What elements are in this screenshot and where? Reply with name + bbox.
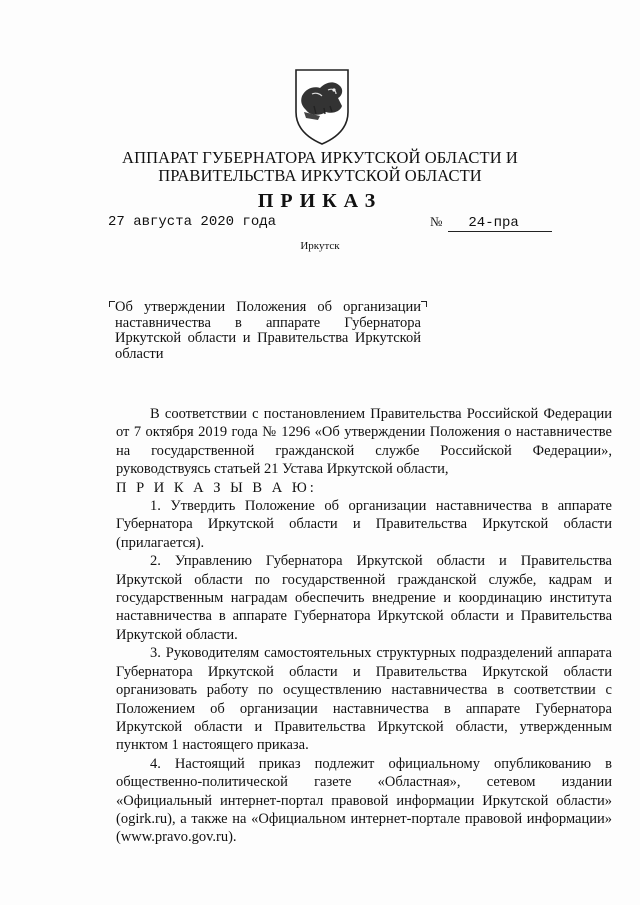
- document-date: 27 августа 2020 года: [108, 214, 277, 230]
- document-number: 24-пра: [448, 215, 552, 232]
- subject-text: Об утверждении Положения об организации наставничества в аппарате Губернатора Иркутской области и Правительства Иркутской области: [115, 299, 421, 362]
- order-word: П Р И К А З Ы В А Ю:: [116, 479, 317, 496]
- number-sign: №: [430, 214, 443, 229]
- document-subject: [115, 300, 421, 362]
- document-number-field: [430, 214, 552, 232]
- org-name-line-1: АППАРАТ ГУБЕРНАТОРА ИРКУТСКОЙ ОБЛАСТИ И: [122, 148, 518, 167]
- order-item-4: 4. Настоящий приказ подлежит официальному опубликованию в общественно-политической газете «Областная», сетевом издании «Официальный интернет-портал правовой информации Иркутской области» (ogirk.ru), а также на «Официальном интернет-портале правовой информации» (www.pravo.gov.ru).: [116, 755, 612, 846]
- preamble-paragraph: В соответствии с постановлением Правительства Российской Федерации от 7 октября 2019 года № 1296 «Об утверждении Положения о наставничестве на государственной гражданской службе Российской Федерации», руководствуясь статьей 21 Устава Иркутской области,: [116, 406, 612, 478]
- order-item-1: 1. Утвердить Положение об организации наставничества в аппарате Губернатора Иркутской области и Правительства Иркутской области (прилагается).: [116, 498, 612, 551]
- org-name-line-2: ПРАВИТЕЛЬСТВА ИРКУТСКОЙ ОБЛАСТИ: [158, 166, 482, 185]
- document-body: [116, 405, 612, 847]
- document-city: Иркутск: [300, 240, 340, 252]
- order-item-3: 3. Руководителям самостоятельных структурных подразделений аппарата Губернатора Иркутской области и Правительства Иркутской области организовать работу по осуществлению наставничества в соответствии с Положением об организации наставничества в аппарате Губернатора Иркутской области и Правительства Иркутской области, утвержденным пунктом 1 настоящего приказа.: [116, 645, 612, 754]
- irkutsk-coat-of-arms-icon: [290, 66, 354, 146]
- order-item-2: 2. Управлению Губернатора Иркутской области и Правительства Иркутской области по государственной гражданской службе, кадрам и государственным наградам обеспечить внедрение и координацию института наставничества в аппарате Губернатора Иркутской области и Правительства Иркутской области.: [116, 553, 612, 643]
- subject-bracket-right: [421, 301, 427, 307]
- subject-bracket-left: [109, 301, 115, 307]
- document-type-title: ПРИКАЗ: [257, 190, 383, 212]
